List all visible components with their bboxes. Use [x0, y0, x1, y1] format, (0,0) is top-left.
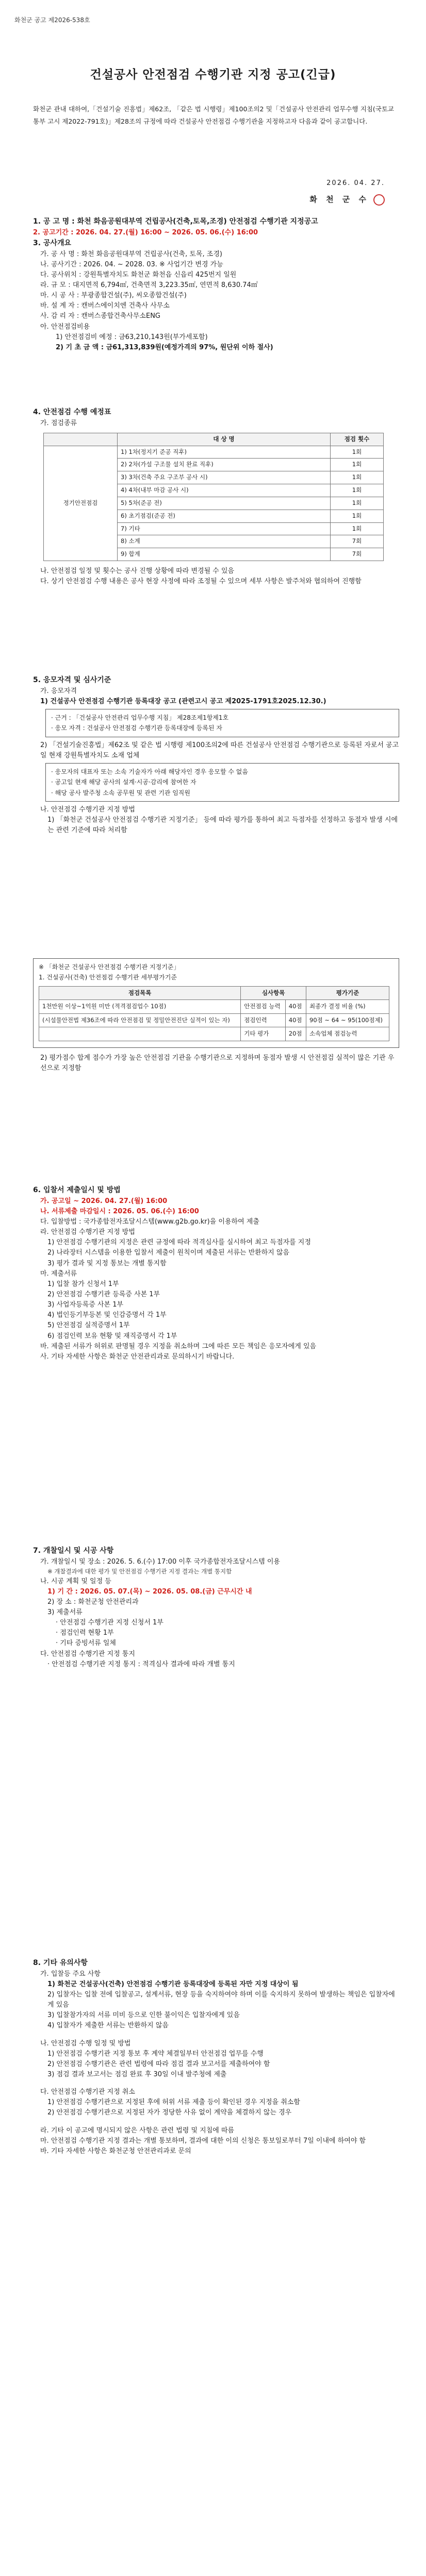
- list-item: 3) 입찰참가자의 서류 미비 등으로 인한 불이익은 입찰자에게 있음: [47, 2011, 240, 2020]
- section-submission: [33, 1185, 399, 1362]
- official-seal-icon: [373, 194, 385, 206]
- list-item: 라. 안전점검 수행기관 지정 방법: [40, 1228, 135, 1236]
- section-heading: 8. 기타 유의사항: [33, 1959, 88, 1967]
- table-header-count: 점검 횟수: [331, 433, 384, 446]
- table-row: [39, 1027, 389, 1041]
- table-cell: 기타 평가: [241, 1027, 285, 1041]
- list-item: 라. 규 모 : 대지면적 6,794㎡, 건축면적 3,223.35㎡, 연면적 8,630.74㎡: [40, 281, 258, 289]
- list-item: 다. 입찰방법 : 국가종합전자조달시스템(www.g2b.go.kr)을 이용하여 제출: [40, 1217, 259, 1226]
- list-item: 다. 공사위치 : 강원특별자치도 화천군 화천읍 신읍리 425번지 일원: [40, 270, 237, 279]
- table-header-target: 대 상 명: [118, 433, 331, 446]
- sub-heading: 가. 입찰등 주요 사항: [40, 1970, 101, 1978]
- page-title: 건설공사 안전점검 수행기관 지정 공고(긴급): [90, 68, 336, 81]
- list-item: 1) 「화천군 건설공사 안전점검 수행기관 지정기준」 등에 따라 평가를 통하여 최고 득점자를 선정하고 동점자 발생 시에는 관련 기준에 따라 처리함: [47, 816, 398, 835]
- section-other-notes: [33, 1958, 399, 2157]
- list-item: 2) 기 초 금 액 : 금61,313,839원(예정가격의 97%, 원단위 이하 절사): [56, 343, 273, 351]
- table-cell-group: 정기안전점검: [44, 446, 118, 561]
- section-schedule: [33, 407, 399, 587]
- table-header: 점검목록: [39, 986, 241, 1000]
- list-item: ※ 개찰결과에 대한 평가 및 안전점검 수행기관 지정 결과는 개별 통지함: [47, 1567, 232, 1575]
- inspection-schedule-table: [43, 433, 384, 561]
- list-item: 2) 안전점검 수행기관 등록증 사본 1부: [47, 1290, 160, 1298]
- legal-basis-box: [45, 709, 399, 737]
- table-cell: 3) 3차(건축 주요 구조부 공사 시): [118, 471, 331, 484]
- table-header: 심사항목: [241, 986, 306, 1000]
- list-item: 1) 건설공사 안전점검 수행기관 등록대장 공고 (관련고시 공고 제2025-1791호2025.12.30.): [40, 697, 326, 705]
- list-item: 1) 안전점검비 예정 : 금63,210,143원(부가세포함): [56, 333, 208, 341]
- table-cell: 40점: [285, 1000, 306, 1014]
- section-qualification: [33, 675, 399, 836]
- table-cell: (시설물안전법 제36조에 따라 안전점검 및 정밀안전진단 실적이 있는 자): [39, 1013, 241, 1027]
- list-item: · 응모자의 대표자 또는 소속 기술자가 아래 해당자인 경우 응모할 수 없음: [51, 768, 248, 776]
- list-item: 5) 안전점검 실적증명서 1부: [47, 1321, 130, 1330]
- list-item: · 점검인력 현황 1부: [56, 1629, 114, 1637]
- table-cell: [39, 1027, 241, 1041]
- table-cell: 1) 1차(정지기 준공 직후): [118, 446, 331, 459]
- list-item: 2) 입찰자는 입찰 전에 입찰공고, 설계서류, 현장 등을 숙지하여야 하며 이를 숙지하지 못하여 발생하는 책임은 입찰자에게 있음: [47, 1990, 395, 2009]
- table-cell: 1회: [331, 484, 384, 497]
- table-cell: 40점: [285, 1013, 306, 1027]
- table-cell: 7회: [331, 535, 384, 548]
- list-item: 사. 감 리 자 : 캔버스종합건축사무소ENG: [40, 312, 160, 320]
- list-item: 가. 개찰일시 및 장소 : 2026. 5. 6.(수) 17:00 이후 국가종합전자조달시스템 이용: [40, 1557, 280, 1566]
- list-item: 바. 기타 자세한 사항은 화천군청 안전관리과로 문의: [40, 2147, 191, 2155]
- section-heading: 4. 안전점검 수행 예정표: [33, 408, 111, 416]
- list-item: · 기타 증빙서류 일체: [56, 1639, 116, 1648]
- table-cell: 안전점검 능력: [241, 1000, 285, 1014]
- section-opening: [33, 1546, 399, 1670]
- list-item: 가. 공 사 명 : 화천 화음공원대부역 건립공사(건축, 토목, 조경): [40, 250, 222, 258]
- table-cell: 1회: [331, 497, 384, 510]
- list-item: 사. 기타 자세한 사항은 화천군 안전관리과로 문의하시기 바랍니다.: [40, 1352, 235, 1361]
- notice-period: 2. 공고기간 : 2026. 04. 27.(월) 16:00 ~ 2026. 05. 06.(수) 16:00: [33, 228, 258, 236]
- table-cell: 1회: [331, 522, 384, 535]
- evaluation-criteria: [33, 958, 399, 1074]
- list-item: · 안전점검 수행기관 지정 통지 : 적격심사 결과에 따라 개별 통지: [47, 1660, 235, 1668]
- table-cell: 1천만원 이상~1억원 미만 (적격점검업수 10점): [39, 1000, 241, 1014]
- list-item: 1) 안전점검 수행기관 지정 통보 후 계약 체결일부터 안전점검 업무를 수행: [47, 2049, 264, 2058]
- table-cell: 점검인력: [241, 1013, 285, 1027]
- list-item: · 근거 : 「건설공사 안전관리 업무수행 지침」 제28조제1항제1호: [51, 714, 229, 721]
- list-item: · 응모 자격 : 건설공사 안전점검 수행기관 등록대장에 등록된 자: [51, 724, 222, 732]
- list-item: 2) 「건설기술진흥법」제62조 및 같은 법 시행령 제100조의2에 따른 건설공사 안전점검 수행기관으로 등록된 자로서 공고일 현재 강원특별자치도 소재 업체: [40, 741, 399, 759]
- table-cell: 소속업체 점검능력: [306, 1027, 389, 1041]
- section-heading: 7. 개찰일시 및 시공 사항: [33, 1547, 114, 1555]
- table-cell: 8) 소계: [118, 535, 331, 548]
- list-item: 2) 나라장터 시스템을 이용한 입찰서 제출이 원칙이며 제출된 서류는 반환하지 않음: [47, 1249, 290, 1257]
- table-cell: 1회: [331, 459, 384, 471]
- table-cell: 4) 4차(내부 마감 공사 시): [118, 484, 331, 497]
- list-item: 라. 기타 이 공고에 명시되지 않은 사항은 관련 법령 및 지침에 따름: [40, 2126, 235, 2134]
- list-item: 4) 입찰자가 제출한 서류는 반환하지 않음: [47, 2022, 169, 2030]
- table-cell: 5) 5차(준공 전): [118, 497, 331, 510]
- list-item: 2) 장 소 : 화천군청 안전관리과: [47, 1598, 139, 1606]
- list-item: 1) 안전점검 수행기관의 지정은 관련 규정에 따라 적격심사를 실시하여 최고 득점자를 지정: [47, 1239, 311, 1247]
- list-item: · 안전점검 수행기관 지정 신청서 1부: [56, 1619, 163, 1627]
- list-item: 나. 공사기간 : 2026. 04. ~ 2028. 03. ※ 사업기간 변경 가능: [40, 260, 223, 268]
- list-item: 2) 평가점수 합계 점수가 가장 높은 안전점검 기관을 수행기관으로 지정하며 동점자 발생 시 안전점검 실적이 많은 기관 우선으로 지정함: [40, 1054, 395, 1073]
- list-item: 아. 안전점검비용: [40, 323, 90, 331]
- list-item: 다. 안전점검 수행기관 지정 통지: [40, 1650, 135, 1658]
- list-item: 3) 사업자등록증 사본 1부: [47, 1301, 124, 1309]
- list-item: 1) 입찰 참가 신청서 1부: [47, 1280, 119, 1288]
- sub-heading: 가. 점검종류: [40, 419, 77, 427]
- table-header-group: [44, 433, 118, 446]
- list-item: 나. 서류제출 마감일시 : 2026. 05. 06.(수) 16:00: [40, 1207, 199, 1215]
- list-item: 바. 설 계 자 : 캔버스에이치엔 건축사 사무소: [40, 302, 170, 310]
- table-cell: 1회: [331, 510, 384, 522]
- sub-heading: 가. 응모자격: [40, 687, 77, 695]
- table-row: [39, 1000, 389, 1014]
- section-heading: 6. 입찰서 제출일시 및 방법: [33, 1186, 121, 1194]
- table-row: [39, 1013, 389, 1027]
- exclusion-box: [45, 763, 399, 802]
- intro-paragraph: 화천군 관내 대하여,「건설기술 진흥법」제62조, 「같은 법 시행령」제100조의2 및「건설공사 안전관리 업무수행 지침(국토교통부 고시 제2022-791호)」제28조의 규정에 따라 건설공사 안전점검 수행기관을 지정하고자 다음과 같이 공고합니다.: [33, 105, 394, 125]
- list-item: 2) 안전점검 수행기관으로 지정된 자가 정당한 사유 없이 계약을 체결하지 않는 경우: [47, 2109, 292, 2117]
- notice-number: 화천군 공고 제2026-538호: [14, 16, 90, 24]
- list-item: 마. 제출서류: [40, 1269, 77, 1278]
- table-cell: 6) 초기점검(준공 전): [118, 510, 331, 522]
- table-header: 평가기준: [306, 986, 389, 1000]
- list-item: 다. 안전점검 수행기관 지정 취소: [40, 2088, 135, 2096]
- list-item: 가. 공고일 ~ 2026. 04. 27.(월) 16:00: [40, 1197, 168, 1205]
- list-item: 나. 안전점검 일정 및 횟수는 공사 진행 상황에 따라 변경될 수 있음: [40, 567, 235, 575]
- table-cell: 1회: [331, 471, 384, 484]
- table-cell: 9) 합계: [118, 548, 331, 561]
- list-item: 나. 안전점검 수행기관 지정 방법: [40, 806, 135, 814]
- list-item: 2) 안전점검 수행기관은 관련 법령에 따라 점검 결과 보고서를 제출하여야 함: [47, 2060, 270, 2068]
- list-item: 1) 안전점검 수행기관으로 지정된 후에 허위 서류 제출 등이 확인된 경우 지정을 취소함: [47, 2098, 300, 2107]
- list-item: · 해당 공사 발주청 소속 공무원 및 관련 기관 임직원: [51, 789, 190, 796]
- list-item: 1. 건설공사(건축) 안전점검 수행기관 세부평가기준: [39, 974, 177, 981]
- criteria-table: [39, 986, 389, 1041]
- notice-name: 1. 공 고 명 : 화천 화음공원대부역 건립공사(건축,토목,조경) 안전점검 수행기관 지정공고: [33, 217, 318, 226]
- issuer-label: 화 천 군 수: [309, 195, 369, 204]
- table-cell: 최종가 결정 비율 (%): [306, 1000, 389, 1014]
- section-heading: 5. 응모자격 및 심사기준: [33, 676, 111, 684]
- criteria-box: [33, 958, 399, 1048]
- list-item: 마. 시 공 사 : 부광종합건설(주), 씨오종합건설(주): [40, 292, 187, 300]
- section-overview: [33, 216, 399, 353]
- list-item: 마. 안전점검 수행기관 지정 결과는 개별 통보하며, 결과에 대한 이의 신청은 통보일로부터 7일 이내에 하여야 함: [40, 2137, 366, 2145]
- list-item: 바. 제출된 서류가 허위로 판명될 경우 지정을 취소하며 그에 따른 모든 책임은 응모자에게 있음: [40, 1342, 317, 1350]
- list-item: 나. 안전점검 수행 일정 및 방법: [40, 2039, 131, 2047]
- list-item: 3) 평가 결과 및 지정 통보는 개별 통지함: [47, 1259, 167, 1267]
- list-item: 1) 화천군 건설공사(건축) 안전점검 수행기관 등록대장에 등록된 자만 지정 대상이 됨: [47, 1980, 299, 1988]
- table-row: [44, 446, 384, 459]
- list-item: 4) 법인등기부등본 및 인감증명서 각 1부: [47, 1311, 167, 1319]
- project-overview-heading: 3. 공사개요: [33, 239, 72, 247]
- table-cell: 2) 2차(가설 구조물 설치 완료 직후): [118, 459, 331, 471]
- table-cell: 7회: [331, 548, 384, 561]
- table-cell: 1회: [331, 446, 384, 459]
- list-item: ※ 「화천군 건설공사 안전점검 수행기관 지정기준」: [39, 963, 180, 971]
- table-cell: 7) 기타: [118, 522, 331, 535]
- issuer-name: [309, 194, 385, 206]
- list-item: 3) 점검 결과 보고서는 점검 완료 후 30일 이내 발주청에 제출: [47, 2070, 227, 2078]
- list-item: 6) 점검인력 보유 현황 및 재직증명서 각 1부: [47, 1332, 177, 1340]
- list-item: 나. 시공 계획 및 일정 등: [40, 1577, 111, 1585]
- list-item: · 공고일 현재 해당 공사의 설계·시공·감리에 참여한 자: [51, 778, 196, 786]
- list-item: 3) 제출서류: [47, 1608, 83, 1617]
- table-cell: 20점: [285, 1027, 306, 1041]
- table-cell: 90점 ~ 64 ~ 95(100점제): [306, 1013, 389, 1027]
- list-item: 1) 기 간 : 2026. 05. 07.(목) ~ 2026. 05. 08.(금) 근무시간 내: [47, 1587, 252, 1596]
- list-item: 다. 상기 안전점검 수행 내용은 공사 현장 사정에 따라 조정될 수 있으며 세부 사항은 발주처와 협의하여 진행함: [40, 578, 362, 586]
- notice-date: 2026. 04. 27.: [326, 179, 385, 187]
